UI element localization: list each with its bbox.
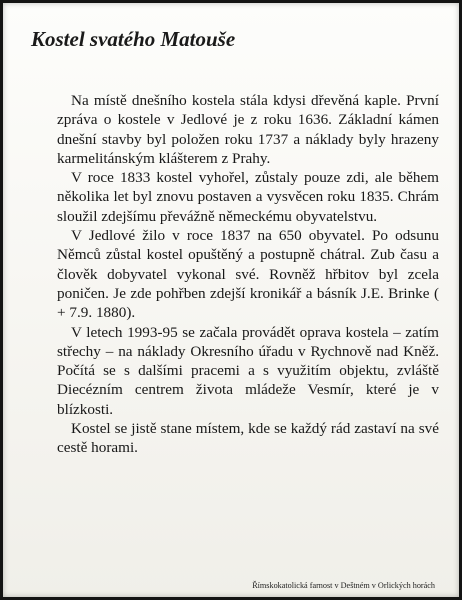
info-board: [3, 3, 459, 597]
parish-credit: Římskokatolická farnost v Deštném v Orlických horách: [252, 581, 435, 590]
paragraph-1-text: Na místě dnešního kostela stála kdysi dřevěná kaple. První zpráva o kostele v Jedlové je z roku 1636. Základní kámen dnešní stavby byl položen roku 1737 a náklady byly hrazeny karmelitánským klášterem z Prahy.: [57, 92, 439, 167]
body-text: [57, 91, 439, 458]
paragraph-4: [57, 323, 439, 419]
paragraph-4-text: V letech 1993-95 se začala provádět oprava kostela – zatím střechy – na náklady Okresního úřadu v Rychnově nad Kněž. Počítá se s dalšími pracemi a s využitím objektu, zvláště Diecézním centrem života mládeže Vesmír, které je v blízkosti.: [57, 323, 439, 418]
paragraph-3: [57, 226, 439, 322]
paragraph-5-text: Kostel se jistě stane místem, kde se každý rád zastaví na své cestě horami.: [57, 420, 439, 457]
paragraph-3-text: V Jedlové žilo v roce 1837 na 650 obyvatel. Po odsunu Němců zůstal kostel opuštěný a postupně chátral. Zub času a člověk dobyvatel vykonal své. Rovněž hřbitov byl zcela poničen. Je zde pohřben zdejší kronikář a básník J.E. Brinke ( + 7.9. 1880).: [57, 227, 439, 322]
paragraph-2: [57, 168, 439, 226]
paragraph-5: [57, 419, 439, 458]
page-title: Kostel svatého Matouše: [31, 27, 236, 51]
paragraph-1: [57, 91, 439, 168]
paragraph-2-text: V roce 1833 kostel vyhořel, zůstaly pouze zdi, ale během několika let byl znovu postaven a vysvěcen roku 1835. Chrám sloužil zdejšímu převážně německému obyvatelstvu.: [57, 169, 439, 225]
